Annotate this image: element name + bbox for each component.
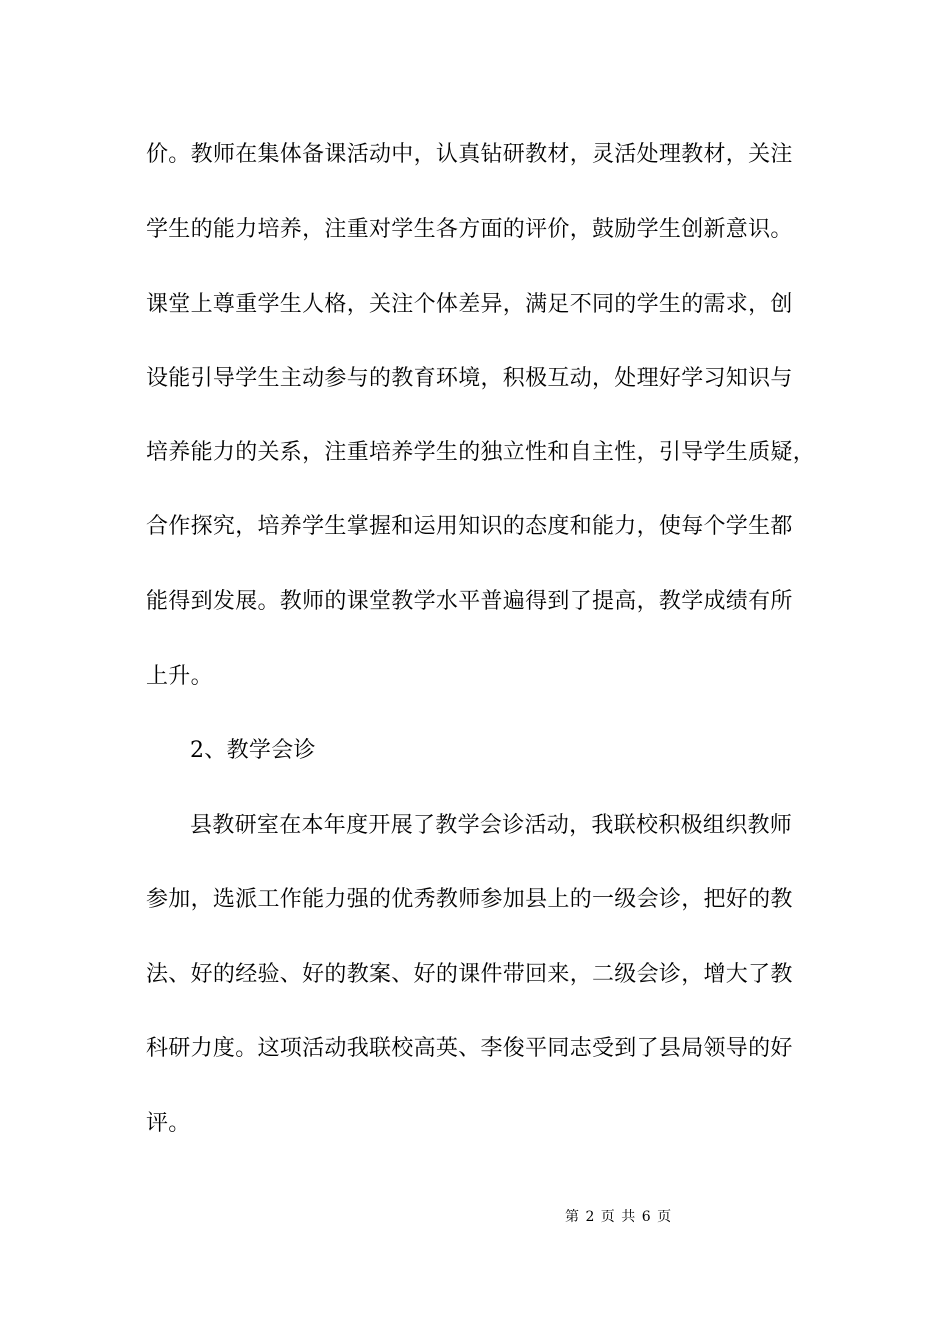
paragraph-line: 科研力度。这项活动我联校高英、李俊平同志受到了县局领导的好 [146, 1036, 793, 1061]
paragraph-line: 价。教师在集体备课活动中，认真钻研教材，灵活处理教材，关注 [146, 142, 793, 167]
paragraph-line: 培养能力的关系，注重培养学生的独立性和自主性，引导学生质疑， [146, 440, 816, 465]
paragraph-line: 法、好的经验、好的教案、好的课件带回来，二级会诊，增大了教 [146, 962, 793, 987]
paragraph-line: 评。 [146, 1111, 191, 1136]
paragraph-line: 设能引导学生主动参与的教育环境，积极互动，处理好学习知识与 [146, 366, 793, 391]
section-heading: 2、教学会诊 [190, 738, 316, 763]
paragraph-line: 上升。 [146, 664, 213, 689]
page-number-footer: 第 2 页 共 6 页 [565, 1209, 673, 1225]
paragraph-line: 能得到发展。教师的课堂教学水平普遍得到了提高，教学成绩有所 [146, 589, 793, 614]
paragraph-line: 合作探究，培养学生掌握和运用知识的态度和能力，使每个学生都 [146, 514, 793, 539]
paragraph-line: 学生的能力培养，注重对学生各方面的评价，鼓励学生创新意识。 [146, 217, 793, 242]
paragraph-line: 县教研室在本年度开展了教学会诊活动，我联校积极组织教师 [190, 813, 793, 838]
paragraph-line: 参加，选派工作能力强的优秀教师参加县上的一级会诊，把好的教 [146, 887, 793, 912]
paragraph-line: 课堂上尊重学生人格，关注个体差异，满足不同的学生的需求，创 [146, 292, 793, 317]
